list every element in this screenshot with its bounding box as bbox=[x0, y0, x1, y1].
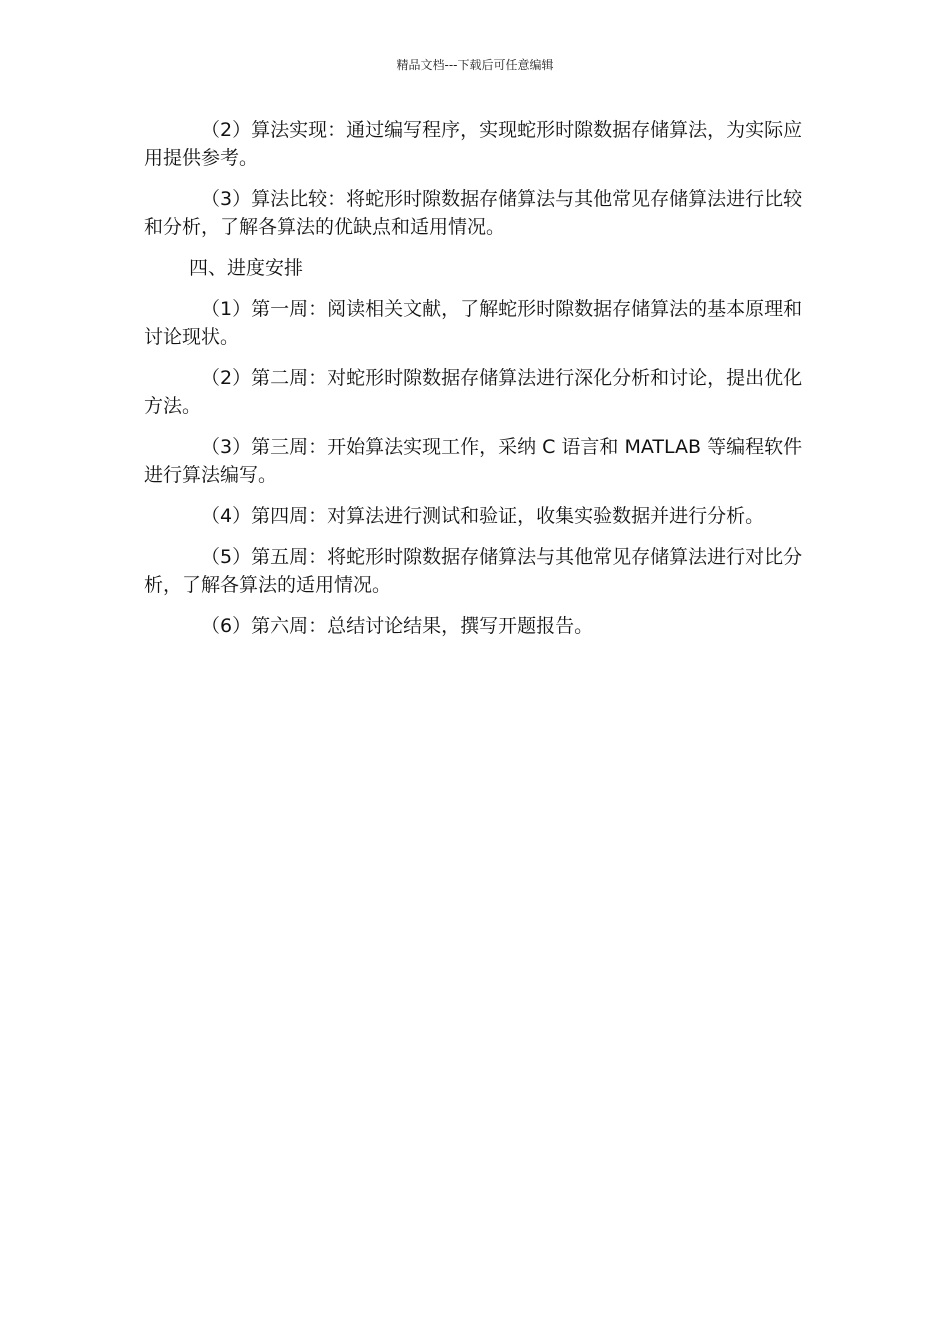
schedule-item-week-1: （1）第一周：阅读相关文献，了解蛇形时隙数据存储算法的基本原理和讨论现状。 bbox=[144, 298, 803, 348]
document-body bbox=[144, 116, 806, 653]
paragraph-algorithm-implementation: （2）算法实现：通过编写程序，实现蛇形时隙数据存储算法，为实际应用提供参考。 bbox=[144, 119, 803, 169]
section-heading-schedule: 四、进度安排 bbox=[189, 257, 304, 279]
page-header: 精品文档---下载后可任意编辑 bbox=[396, 58, 554, 72]
schedule-item-week-6: （6）第六周：总结讨论结果，撰写开题报告。 bbox=[201, 615, 594, 637]
schedule-item-week-3: （3）第三周：开始算法实现工作，采纳 C 语言和 MATLAB 等编程软件进行算法编写。 bbox=[144, 436, 803, 486]
schedule-item-week-2: （2）第二周：对蛇形时隙数据存储算法进行深化分析和讨论，提出优化方法。 bbox=[144, 367, 803, 417]
schedule-item-week-4: （4）第四周：对算法进行测试和验证，收集实验数据并进行分析。 bbox=[201, 505, 765, 527]
schedule-item-week-5: （5）第五周：将蛇形时隙数据存储算法与其他常见存储算法进行对比分析，了解各算法的适用情况。 bbox=[144, 546, 803, 596]
paragraph-algorithm-comparison: （3）算法比较：将蛇形时隙数据存储算法与其他常见存储算法进行比较和分析，了解各算法的优缺点和适用情况。 bbox=[144, 188, 803, 238]
